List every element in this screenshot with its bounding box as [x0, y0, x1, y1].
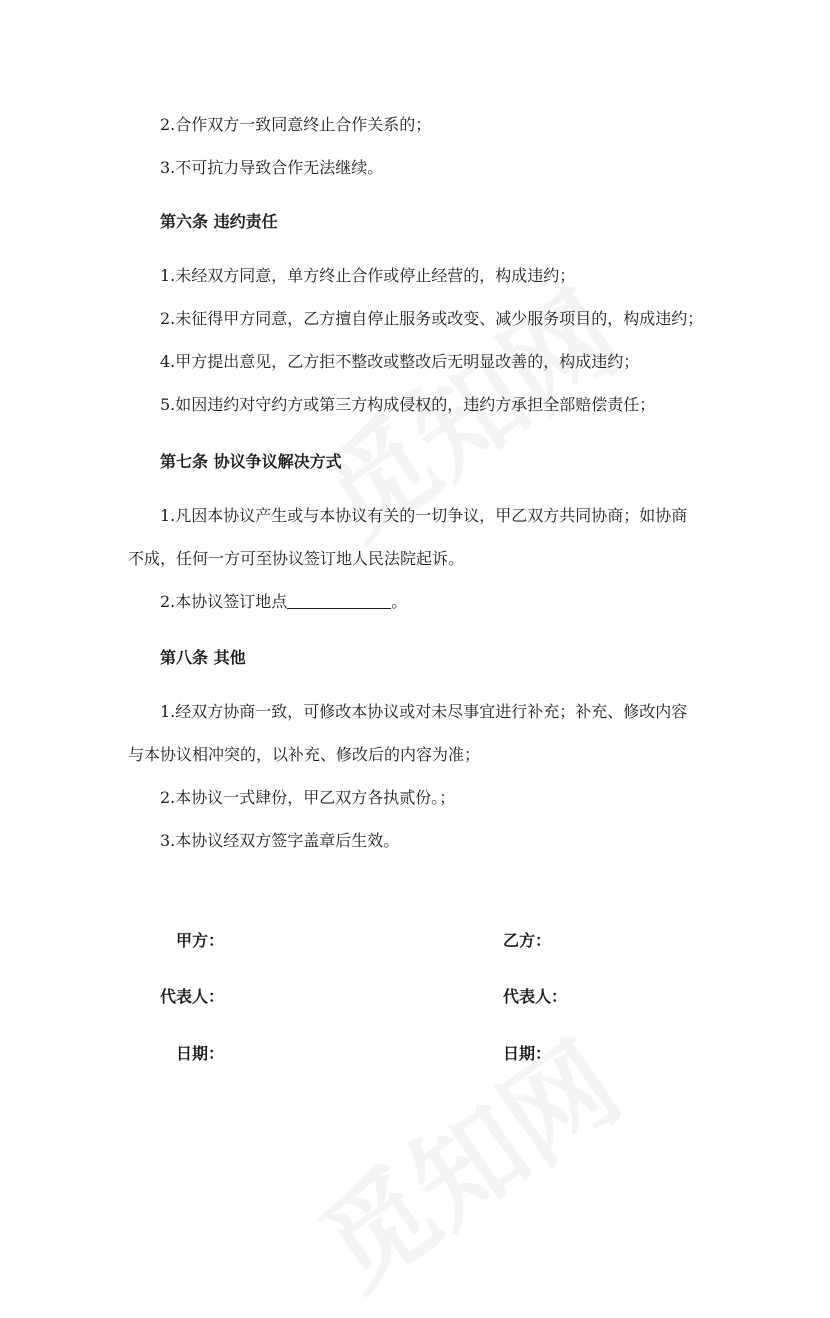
article8-item-1-line-1: 1.经双方协商一致，可修改本协议或对未尽事宜进行补充；补充、修改内容 [160, 702, 688, 721]
date-a-label: 日期： [176, 1044, 225, 1063]
article6-item: 2.未征得甲方同意，乙方擅自停止服务或改变、减少服务项目的，构成违约； [160, 309, 704, 328]
article7-item-1-line-1: 1.凡因本协议产生或与本协议有关的一切争议，甲乙双方共同协商；如协商 [160, 506, 688, 525]
article6-item: 1.未经双方同意，单方终止合作或停止经营的，构成违约； [160, 266, 576, 285]
article5-item-2: 2.合作双方一致同意终止合作关系的； [160, 115, 432, 134]
article6-item: 5.如因违约对守约方或第三方构成侵权的，违约方承担全部赔偿责任； [160, 395, 656, 414]
article7-item-2 [160, 591, 407, 613]
article6-title: 第六条 违约责任 [160, 212, 278, 231]
date-b-label: 日期： [503, 1044, 552, 1063]
party-b-label: 乙方： [503, 931, 552, 950]
representative-b-label: 代表人： [503, 987, 568, 1006]
article7-item-2-prefix: 2.本协议签订地点 [160, 592, 288, 611]
party-a-label: 甲方： [176, 931, 225, 950]
article8-item-2: 2.本协议一式肆份，甲乙双方各执贰份。； [160, 788, 456, 807]
article8-item-1-line-2: 与本协议相冲突的，以补充、修改后的内容为准； [128, 745, 481, 764]
watermark-bottom [285, 1000, 646, 1318]
signing-place-blank [287, 592, 391, 609]
article8-title: 第八条 其他 [160, 648, 246, 667]
representative-a-label: 代表人： [160, 987, 225, 1006]
article6-item: 4.甲方提出意见，乙方拒不整改或整改后无明显改善的，构成违约； [160, 352, 640, 371]
article7-title: 第七条 协议争议解决方式 [160, 452, 342, 471]
article7-item-2-suffix: 。 [391, 592, 408, 611]
article5-item-3: 3.不可抗力导致合作无法继续。 [160, 158, 384, 177]
article7-item-1-line-2: 不成，任何一方可至协议签订地人民法院起诉。 [128, 549, 465, 568]
article8-item-3: 3.本协议经双方签字盖章后生效。 [160, 831, 400, 850]
